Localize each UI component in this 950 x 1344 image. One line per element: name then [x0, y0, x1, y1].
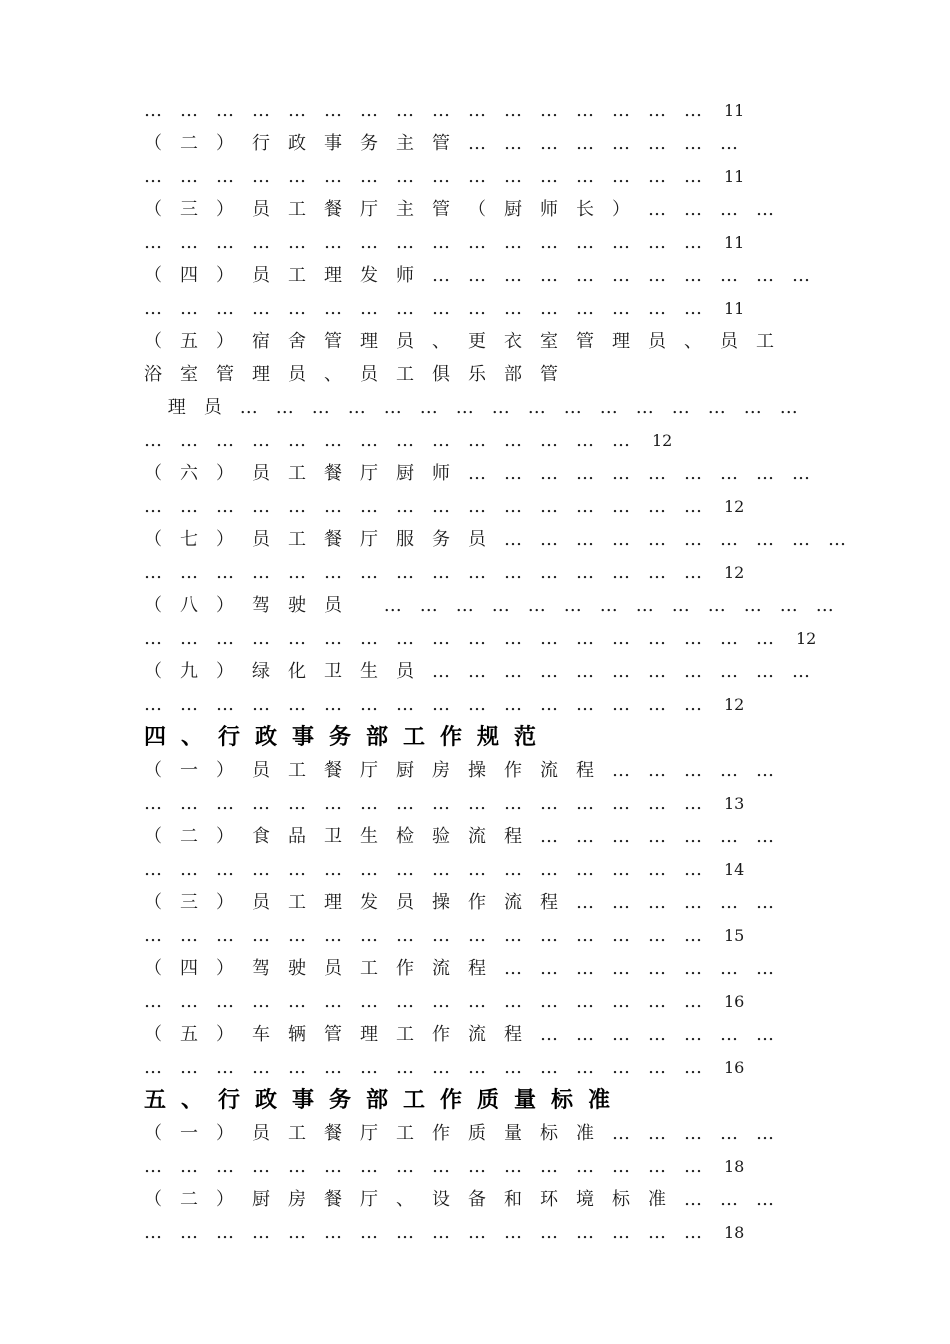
toc-entry-continued: 浴室管理员、员工俱乐部管 [144, 364, 576, 385]
toc-line: ………………………………………… 12 [144, 562, 745, 583]
toc-entry: （八）驾驶员 ………………………………… [144, 595, 852, 616]
page-number: 11 [724, 299, 745, 318]
page-number: 13 [724, 794, 745, 813]
toc-line: ………………………………………… 14 [144, 859, 745, 880]
page-number: 12 [724, 695, 745, 714]
toc-line: ………………………………………… 16 [144, 991, 745, 1012]
toc-line: ………………………………………… 13 [144, 793, 745, 814]
toc-line: ………………………………………… 11 [144, 298, 745, 319]
toc-line: ………………………………………… 12 [144, 496, 745, 517]
toc-entry: （五）宿舍管理员、更衣室管理员、员工 [144, 331, 792, 352]
page-number: 18 [724, 1223, 745, 1242]
toc-line: ………………………………………… 18 [144, 1222, 745, 1243]
page-number: 16 [724, 1058, 745, 1077]
toc-line: …………………………………… 12 [144, 430, 673, 451]
toc-line: ……………………………………………… 12 [144, 628, 817, 649]
toc-entry: （四）驾驶员工作流程…………………… [144, 958, 792, 979]
toc-line: ………………………………………… 15 [144, 925, 745, 946]
page-number: 11 [724, 233, 745, 252]
section-heading: 四、行政事务部工作规范 [144, 724, 552, 750]
toc-line: ………………………………………… 16 [144, 1057, 745, 1078]
page-number: 18 [724, 1157, 745, 1176]
toc-line: ………………………………………… 11 [144, 232, 745, 253]
toc-entry-continued: 理员………………………………………… [144, 397, 816, 418]
toc-entry: （一）员工餐厅工作质量标准…………… [144, 1123, 792, 1144]
page-number: 12 [724, 563, 745, 582]
toc-entry: （二）行政事务主管…………………… [144, 133, 756, 154]
toc-entry: （四）员工理发师…………………………… [144, 265, 828, 286]
toc-entry: （二）食品卫生检验流程………………… [144, 826, 792, 847]
page-number: 14 [724, 860, 745, 879]
toc-entry: （三）员工餐厅主管（厨师长）………… [144, 199, 792, 220]
page-number: 12 [652, 431, 673, 450]
toc-entry: （二）厨房餐厅、设备和环境标准……… [144, 1189, 792, 1210]
page-number: 16 [724, 992, 745, 1011]
toc-entry: （三）员工理发员操作流程……………… [144, 892, 792, 913]
page-number: 15 [724, 926, 745, 945]
toc-entry: （一）员工餐厅厨房操作流程…………… [144, 760, 792, 781]
toc-entry: （五）车辆管理工作流程………………… [144, 1024, 792, 1045]
page-number: 11 [724, 167, 745, 186]
page-number: 12 [796, 629, 817, 648]
toc-line: ………………………………………… 11 [144, 166, 745, 187]
toc-entry: （七）员工餐厅服务员………………………… [144, 529, 864, 550]
page-number: 11 [724, 101, 745, 120]
page-number: 12 [724, 497, 745, 516]
toc-entry: （九）绿化卫生员…………………………… [144, 661, 828, 682]
toc-line: ………………………………………… 11 [144, 100, 745, 121]
toc-entry: （六）员工餐厅厨师………………………… [144, 463, 828, 484]
toc-line: ………………………………………… 18 [144, 1156, 745, 1177]
toc-line: ………………………………………… 12 [144, 694, 745, 715]
section-heading: 五、行政事务部工作质量标准 [144, 1087, 626, 1113]
